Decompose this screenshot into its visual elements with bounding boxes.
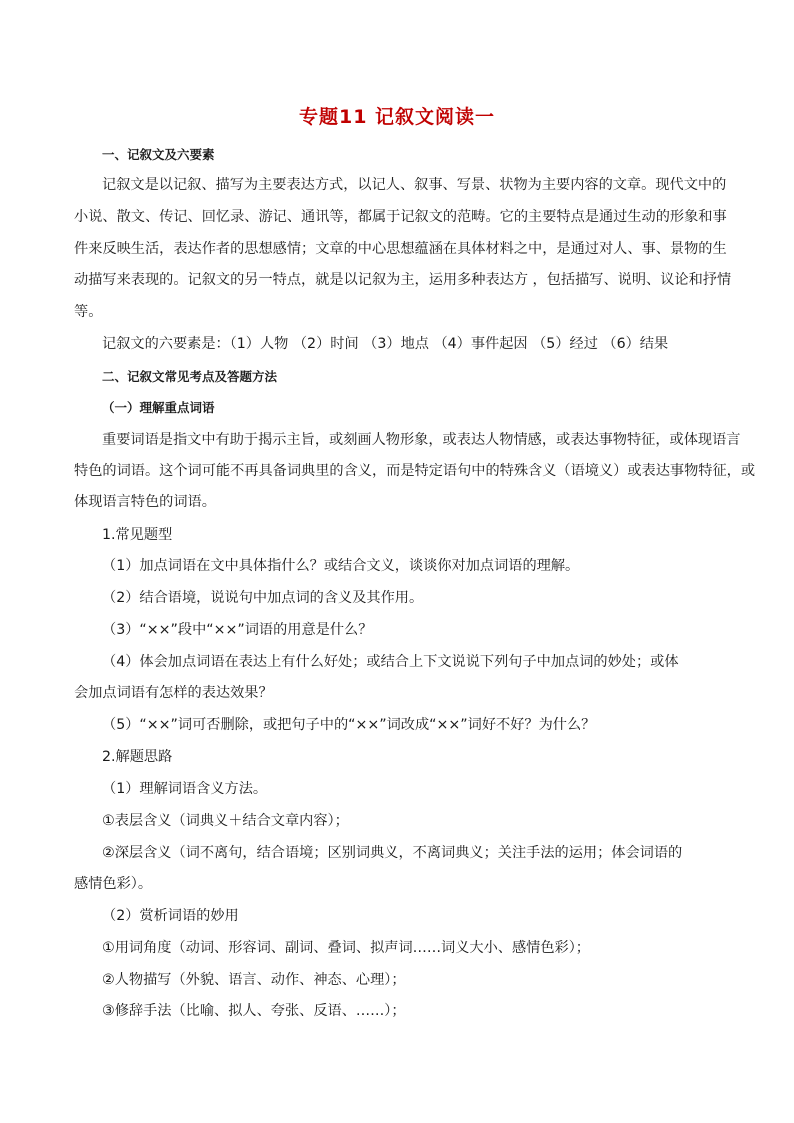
section2-heading: 二、记叙文常见考点及答题方法	[102, 369, 278, 384]
method-2: （2）赏析词语的妙用	[102, 908, 239, 924]
definition-line-1: 重要词语是指文中有助于揭示主旨，或刻画人物形象，或表达人物情感，或表达事物特征，或体现语言	[102, 432, 741, 448]
subsection1-heading: （一）理解重点词语	[102, 400, 215, 415]
definition-line-2: 特色的词语。这个词可能不再具备词典里的含义，而是特定语句中的特殊含义（语境义）或表达事物特征，或	[74, 463, 756, 479]
definition-line-3: 体现语言特色的词语。	[74, 494, 216, 510]
section1-heading: 一、记叙文及六要素	[102, 147, 215, 162]
section1-para-line-5: 等。	[74, 304, 103, 320]
page-title: 专题11 记叙文阅读一	[298, 106, 496, 128]
method-2b: ②人物描写（外貌、语言、动作、神态、心理）；	[102, 972, 406, 988]
question-type-5: （5）“××”词可否删除，或把句子中的“××”词改成“××”词好不好？为什么？	[102, 717, 596, 733]
question-type-3: （3）“××”段中“××”词语的用意是什么？	[102, 622, 373, 638]
six-elements-line: 记叙文的六要素是：（1）人物 （2）时间 （3）地点 （4）事件起因 （5）经过 （6）结果	[102, 336, 669, 352]
question-type-2: （2）结合语境，说说句中加点词的含义及其作用。	[102, 590, 424, 606]
method-2a: ①用词角度（动词、形容词、副词、叠词、拟声词……词义大小、感情色彩）；	[102, 940, 590, 956]
section1-para-line-1-text: 记叙文是以记叙、描写为主要表达方式，以记人、叙事、写景、状物为主要内容的文章。现代文中的	[102, 177, 727, 193]
method-1a: ①表层含义（词典义＋结合文章内容）；	[102, 813, 349, 829]
method-1: （1）理解词语含义方法。	[102, 781, 268, 797]
question-type-1: （1）加点词语在文中具体指什么？或结合文义，谈谈你对加点词语的理解。	[102, 558, 580, 574]
question-type-4-line-2: 会加点词语有怎样的表达效果？	[74, 685, 273, 701]
approach-label: 2.解题思路	[102, 749, 173, 765]
section1-para-line-2: 小说、散文、传记、回忆录、游记、通讯等，都属于记叙文的范畴。它的主要特点是通过生动的形象和事	[74, 209, 727, 225]
method-1b-line-2: 感情色彩）。	[74, 876, 153, 892]
method-2c: ③修辞手法（比喻、拟人、夸张、反语、……）；	[102, 1003, 406, 1019]
method-1b-line-1: ②深层含义（词不离句，结合语境；区别词典义，不离词典义；关注手法的运用；体会词语的	[102, 845, 683, 861]
common-types-label: 1.常见题型	[102, 527, 173, 543]
section1-para-line-3: 件来反映生活，表达作者的思想感情；文章的中心思想蕴涵在具体材料之中，是通过对人、事、景物的生	[74, 241, 727, 257]
section1-para-line-4: 动描写来表现的。记叙文的另一特点，就是以记叙为主，运用多种表达方 ，包括描写、说明、议论和抒情	[74, 272, 732, 288]
question-type-4-line-1: （4）体会加点词语在表达上有什么好处；或结合上下文说说下列句子中加点词的妙处；或体	[102, 654, 679, 670]
